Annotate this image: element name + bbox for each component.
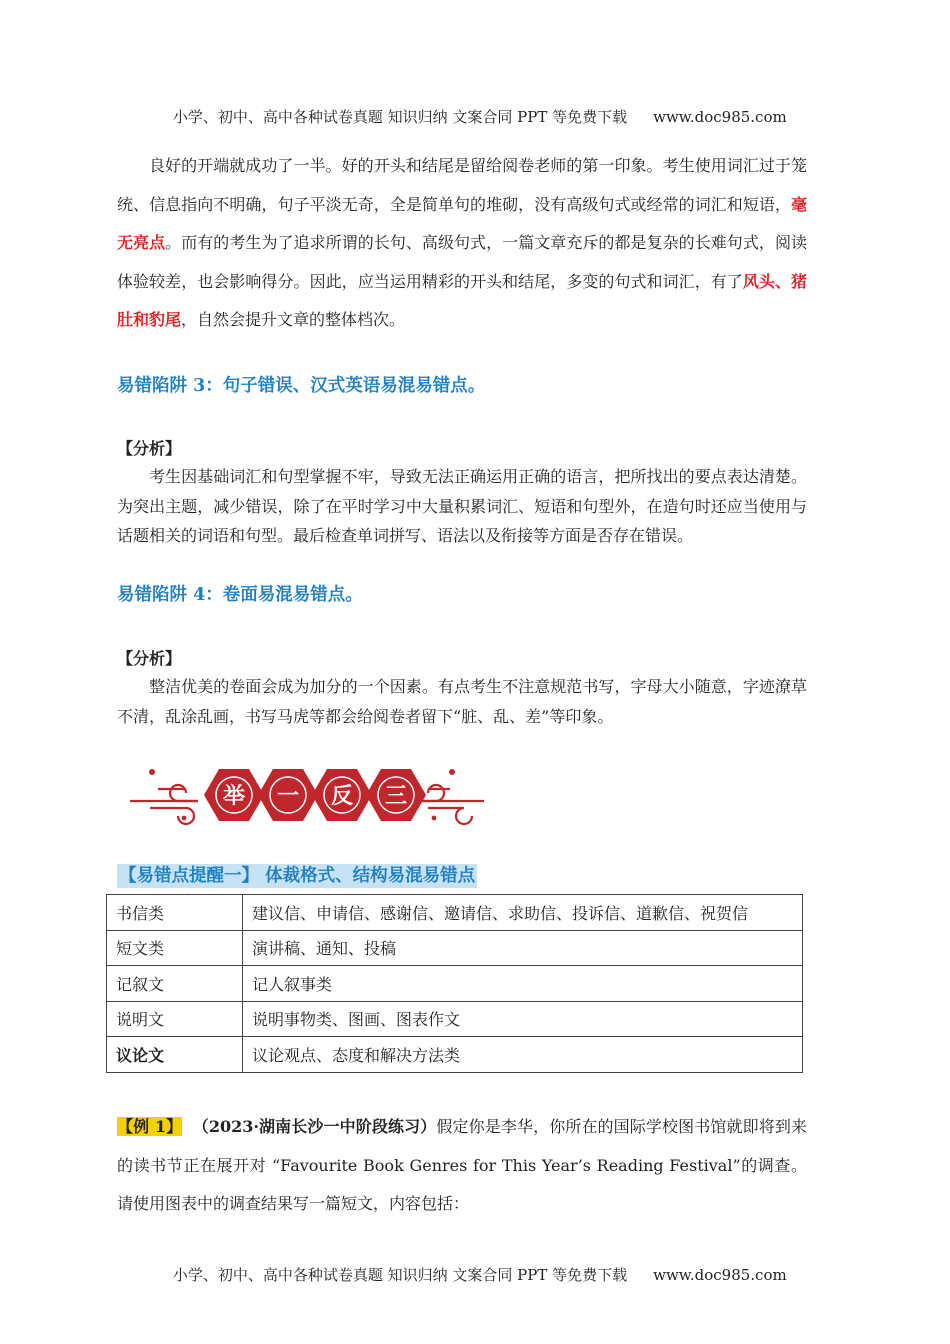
genre-type-cell: 书信类 — [107, 895, 243, 931]
page-header — [0, 88, 950, 127]
banner-left-cloud — [130, 785, 198, 824]
banner-char: 反 — [330, 784, 354, 809]
trap4-analysis-label: 【分析】 — [117, 649, 182, 668]
footer-text: 小学、初中、高中各种试卷真题 知识归纳 文案合同 PPT 等免费下载 — [172, 1266, 628, 1284]
trap4-analysis-text: 整洁优美的卷面会成为加分的一个因素。有点考生不注意规范书写，字母大小随意，字迹潦草不清，乱涂乱画，书写马虎等都会给阅卷者留下“脏、乱、差”等印象。 — [117, 677, 807, 726]
banner-left-dot-small — [182, 816, 187, 821]
example-tag: 【例 1】 — [117, 1117, 183, 1136]
table-row — [107, 895, 803, 931]
banner-right-cloud — [416, 785, 484, 824]
genre-desc-cell: 建议信、申请信、感谢信、邀请信、求助信、投诉信、道歉信、祝贺信 — [243, 895, 803, 931]
genre-desc-cell: 议论观点、态度和解决方法类 — [243, 1037, 803, 1073]
genre-desc-cell: 演讲稿、通知、投稿 — [243, 930, 803, 966]
table-row — [107, 930, 803, 966]
header-text: 小学、初中、高中各种试卷真题 知识归纳 文案合同 PPT 等免费下载 — [172, 108, 628, 126]
intro-highlight-2: 风头、猪肚和豹尾 — [117, 271, 807, 329]
intro-text-1: 良好的开端就成功了一半。好的开头和结尾是留给阅卷老师的第一印象。考生使用词汇过于笼统、信息指向不明确，句子平淡无奇，全是简单句的堆砌，没有高级句式或经常的词汇和短语， — [117, 156, 807, 214]
intro-text-3: ，自然会提升文章的整体档次。 — [181, 310, 406, 329]
genre-type-cell: 记叙文 — [107, 966, 243, 1002]
genre-desc-cell: 说明事物类、图画、图表作文 — [243, 1001, 803, 1037]
banner-char: 三 — [384, 784, 408, 809]
banner-right-dot — [449, 769, 455, 775]
trap4-heading: 易错陷阱 4：卷面易混易错点。 — [117, 585, 363, 605]
genre-table — [106, 894, 803, 1073]
trap3-analysis-label: 【分析】 — [117, 439, 182, 458]
genre-desc-cell: 记人叙事类 — [243, 966, 803, 1002]
example-1-paragraph — [117, 1108, 807, 1224]
intro-highlight-1: 毫无亮点 — [117, 194, 807, 252]
genre-type-cell: 议论文 — [107, 1037, 243, 1073]
tip1-title: 【易错点提醒一】 体裁格式、结构易混易错点 — [119, 866, 476, 886]
genre-type-cell: 说明文 — [107, 1001, 243, 1037]
banner-char: 一 — [276, 784, 300, 809]
table-row — [107, 1001, 803, 1037]
footer-site-link[interactable]: www.doc985.com — [653, 1266, 787, 1284]
banner-right-dot-small — [432, 816, 437, 821]
banner-char: 举 — [222, 784, 246, 809]
banner-graphic — [128, 762, 488, 830]
intro-text-2: 。而有的考生为了追求所谓的长句、高级句式，一篇文章充斥的都是复杂的长难句式，阅读体验较差，也会影响得分。因此，应当运用精彩的开头和结尾，多变的句式和词汇，有了 — [117, 233, 807, 291]
banner-hexagons — [204, 769, 426, 821]
trap3-heading: 易错陷阱 3：句子错误、汉式英语易混易错点。 — [117, 376, 486, 396]
example-text: 假定你是李华，你所在的国际学校图书馆就即将到来的读书节正在展开对 “Favourite Book Genres for This Year’s Reading Festival”的调查。请使用图表中的调查结果写一篇短文，内容包括： — [117, 1117, 807, 1213]
trap3-analysis-text: 考生因基础词汇和句型掌握不牢，导致无法正确运用正确的语言，把所找出的要点表达清楚。为突出主题，减少错误，除了在平时学习中大量积累词汇、短语和句型外，在造句时还应当使用与话题相关的词语和句型。最后检查单词拼写、语法以及衔接等方面是否存在错误。 — [117, 467, 807, 545]
header-site-link[interactable]: www.doc985.com — [653, 108, 787, 126]
example-source: （2023·湖南长沙一中阶段练习） — [192, 1117, 437, 1136]
genre-type-cell: 短文类 — [107, 930, 243, 966]
intro-paragraph — [117, 147, 807, 340]
table-row — [107, 1037, 803, 1073]
table-row — [107, 966, 803, 1002]
banner-left-dot — [149, 769, 155, 775]
page-footer — [0, 1246, 950, 1285]
